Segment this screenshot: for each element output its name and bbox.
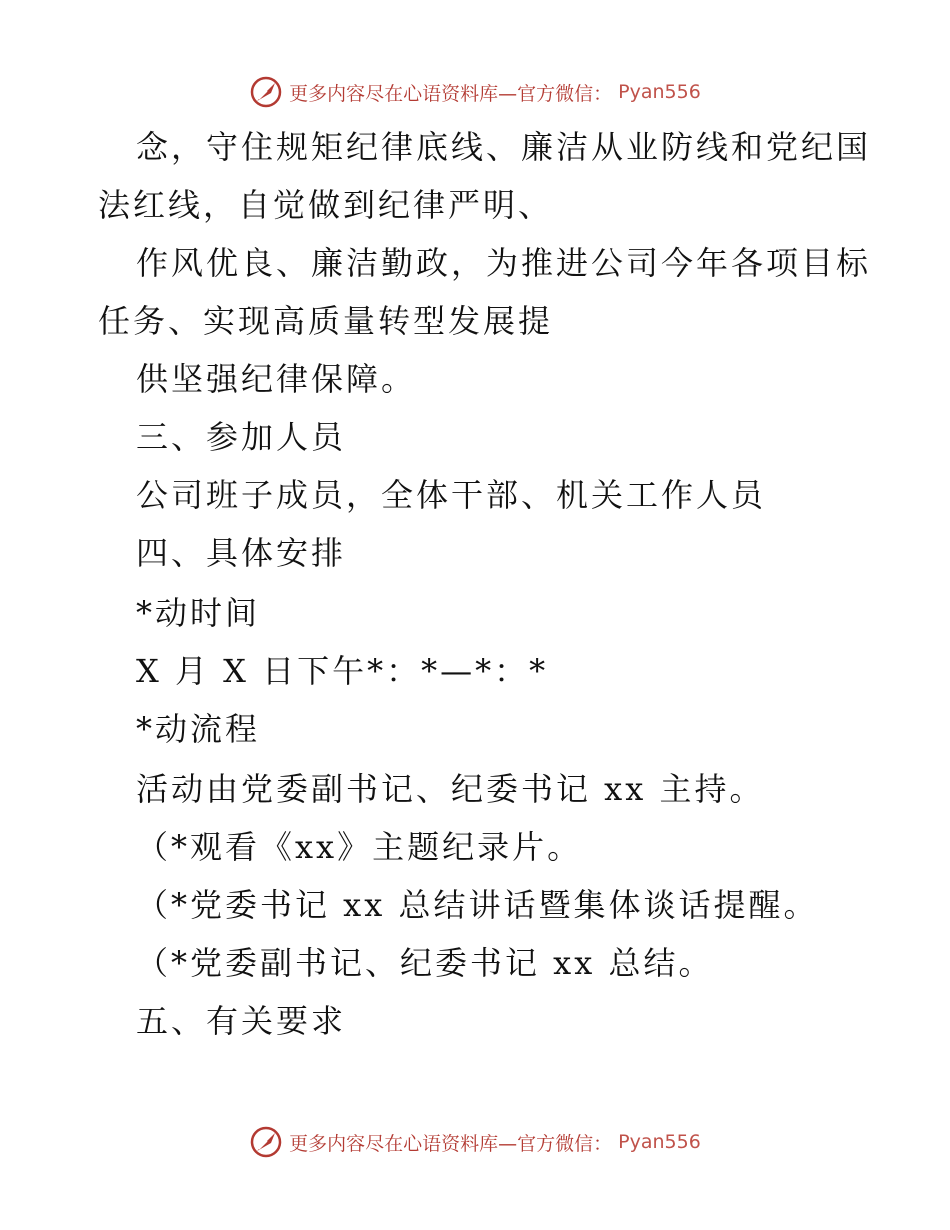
watermark-text: 更多内容尽在心语资料库—官方微信：: [289, 1132, 613, 1155]
section-heading: 三、参加人员: [136, 418, 347, 456]
body-line: （*观看《xx》主题纪录片。: [136, 828, 583, 866]
watermark-account: Pyan556: [618, 1131, 701, 1153]
section-heading: 四、具体安排: [136, 534, 347, 572]
watermark-text: 更多内容尽在心语资料库—官方微信：: [289, 82, 613, 105]
body-line: 法红线，自觉做到纪律严明、: [98, 186, 554, 224]
footer-watermark: [0, 1125, 950, 1159]
body-line: X 月 X 日下午*：*—*：*: [136, 652, 549, 690]
sub-heading: *动流程: [136, 710, 261, 748]
body-line: （*党委书记 xx 总结讲话暨集体谈话提醒。: [136, 886, 819, 924]
header-watermark: [0, 75, 950, 109]
sub-heading: *动时间: [136, 594, 261, 632]
body-line: 公司班子成员，全体干部、机关工作人员: [136, 476, 767, 514]
body-line: 供坚强纪律保障。: [136, 360, 417, 398]
body-line: （*党委副书记、纪委书记 xx 总结。: [136, 944, 714, 982]
body-line: 念，守住规矩纪律底线、廉洁从业防线和党纪国: [136, 128, 872, 166]
watermark-account: Pyan556: [618, 81, 701, 103]
body-line: 活动由党委副书记、纪委书记 xx 主持。: [136, 770, 765, 808]
quill-logo-icon: [249, 75, 283, 109]
section-heading: 五、有关要求: [136, 1002, 347, 1040]
body-line: 任务、实现高质量转型发展提: [98, 302, 554, 340]
quill-logo-icon: [249, 1125, 283, 1159]
body-line: 作风优良、廉洁勤政，为推进公司今年各项目标: [136, 244, 872, 282]
